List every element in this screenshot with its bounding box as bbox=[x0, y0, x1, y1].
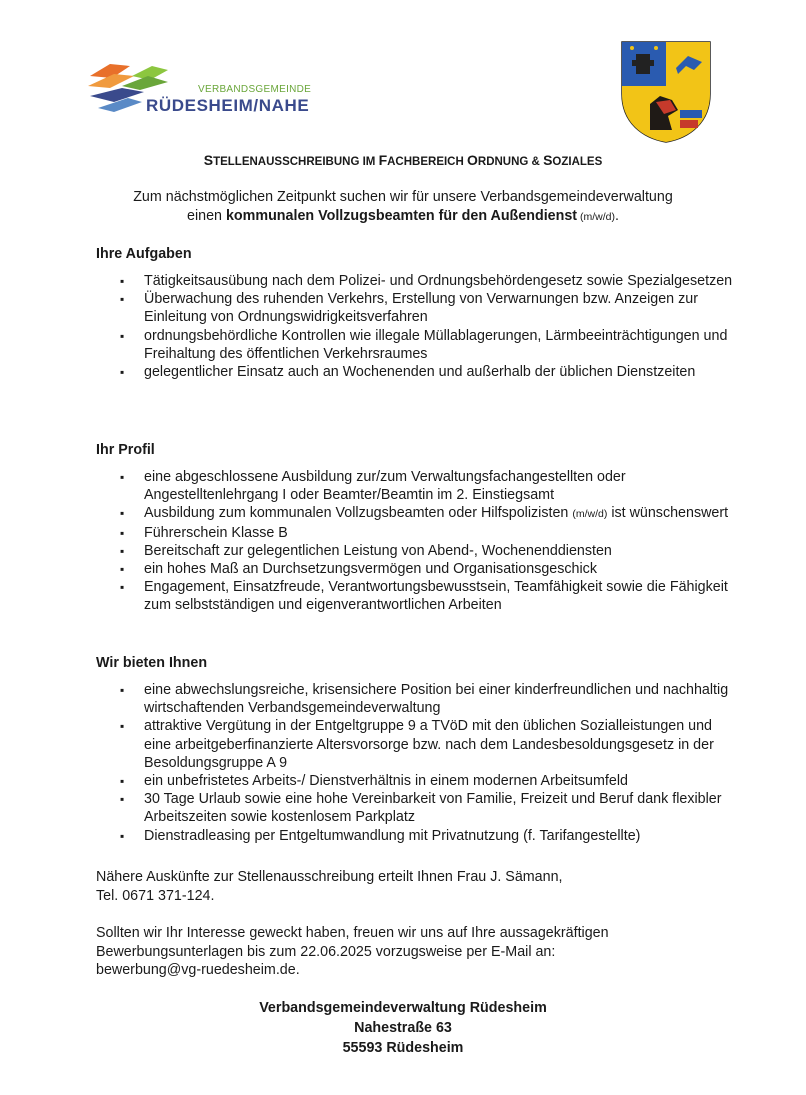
intro-text: Zum nächstmöglichen Zeitpunkt suchen wir für unsere Verbandsgemeindeverwaltung einen kommunalen Vollzugsbeamten für den Außendienst (m/w/d). bbox=[133, 189, 673, 224]
list-item: ▪ Bereitschaft zur gelegentlichen Leistung von Abend-, Wochenenddiensten bbox=[96, 542, 736, 560]
city: 55593 Rüdesheim bbox=[342, 1040, 464, 1056]
list-item: ▪ attraktive Vergütung in der Entgeltgruppe 9 a TVöD mit den üblichen Sozialleistungen und eine arbeitgeberfinanzierte Altersvorsorge bzw. nach dem Landesbesoldungsgesetz in der Besoldungsgruppe A 9 bbox=[96, 717, 736, 772]
contact-info: Nähere Auskünfte zur Stellenausschreibung erteilt Ihnen Frau J. Sämann, Tel. 0671 371-124. bbox=[96, 869, 563, 904]
logo-blue-stripe-2 bbox=[98, 98, 142, 112]
profile-heading: Ihr Profil bbox=[96, 442, 155, 458]
list-item: ▪ ordnungsbehördliche Kontrollen wie illegale Müllablagerungen, Lärmbeeinträchtigungen und Freihaltung des öffentlichen Verkehrsraumes bbox=[96, 327, 736, 363]
list-item: ▪ ein unbefristetes Arbeits-/ Dienstverhältnis in einem modernen Arbeitsumfeld bbox=[96, 772, 736, 790]
list-item: ▪ Führerschein Klasse B bbox=[96, 524, 736, 542]
list-item: ▪ Dienstradleasing per Entgeltumwandlung mit Privatnutzung (f. Tarifangestellte) bbox=[96, 827, 736, 845]
tasks-heading: Ihre Aufgaben bbox=[96, 246, 192, 262]
org-name: Verbandsgemeindeverwaltung Rüdesheim bbox=[259, 1000, 547, 1016]
list-item: ▪ gelegentlicher Einsatz auch an Wochenenden und außerhalb der üblichen Dienstzeiten bbox=[96, 363, 736, 381]
coat-of-arms-icon bbox=[620, 40, 712, 144]
list-item: ▪ eine abgeschlossene Ausbildung zur/zum Verwaltungsfachangestellten oder Angestelltenlehrgang I oder Beamter/Beamtin im 2. Einstiegsamt bbox=[96, 468, 736, 504]
application-info: Sollten wir Ihr Interesse geweckt haben, freuen wir uns auf Ihre aussagekräftigen Bewerbungsunterlagen bis zum 22.06.2025 vorzugsweise per E-Mail an: bewerbung@vg-ruedesheim.de. bbox=[96, 924, 736, 980]
list-item: ▪ Tätigkeitsausübung nach dem Polizei- und Ordnungsbehördengesetz sowie Spezialgesetzen bbox=[96, 272, 736, 290]
list-item: ▪ Engagement, Einsatzfreude, Verantwortungsbewusstsein, Teamfähigkeit sowie die Fähigkeit zum selbstständigen und eigenverantwortlichen Arbeiten bbox=[96, 578, 736, 614]
logo-title: RÜDESHEIM/NAHE bbox=[146, 96, 310, 115]
page-title: STELLENAUSSCHREIBUNG IM FACHBEREICH ORDNUNG & SOZIALES bbox=[203, 152, 603, 168]
logo-subtitle: VERBANDSGEMEINDE bbox=[198, 84, 312, 95]
profile-list bbox=[96, 468, 736, 615]
list-item: ▪ Ausbildung zum kommunalen Vollzugsbeamten oder Hilfspolizisten (m/w/d) ist wünschenswert bbox=[96, 504, 736, 523]
list-item: ▪ eine abwechslungsreiche, krisensichere Position bei einer kinderfreundlichen und nachhaltig wirtschaftenden Verbandsgemeindeverwaltung bbox=[96, 681, 736, 717]
email-link[interactable]: bewerbung@vg-ruedesheim.de. bbox=[96, 962, 300, 978]
address-block bbox=[0, 998, 806, 1058]
street: Nahestraße 63 bbox=[354, 1020, 452, 1036]
tasks-list bbox=[96, 272, 736, 381]
list-item: ▪ Überwachung des ruhenden Verkehrs, Erstellung von Verwarnungen bzw. Anzeigen zur Einleitung von Ordnungswidrigkeitsverfahren bbox=[96, 290, 736, 326]
list-item: ▪ ein hohes Maß an Durchsetzungsvermögen und Organisationsgeschick bbox=[96, 560, 736, 578]
logo-blue-stripe bbox=[90, 88, 144, 102]
list-item: ▪ 30 Tage Urlaub sowie eine hohe Vereinbarkeit von Familie, Freizeit und Beruf dank flexibler Arbeitszeiten sowie kostenlosem Parkplatz bbox=[96, 790, 736, 826]
offer-heading: Wir bieten Ihnen bbox=[96, 655, 208, 671]
offer-list bbox=[96, 681, 736, 845]
